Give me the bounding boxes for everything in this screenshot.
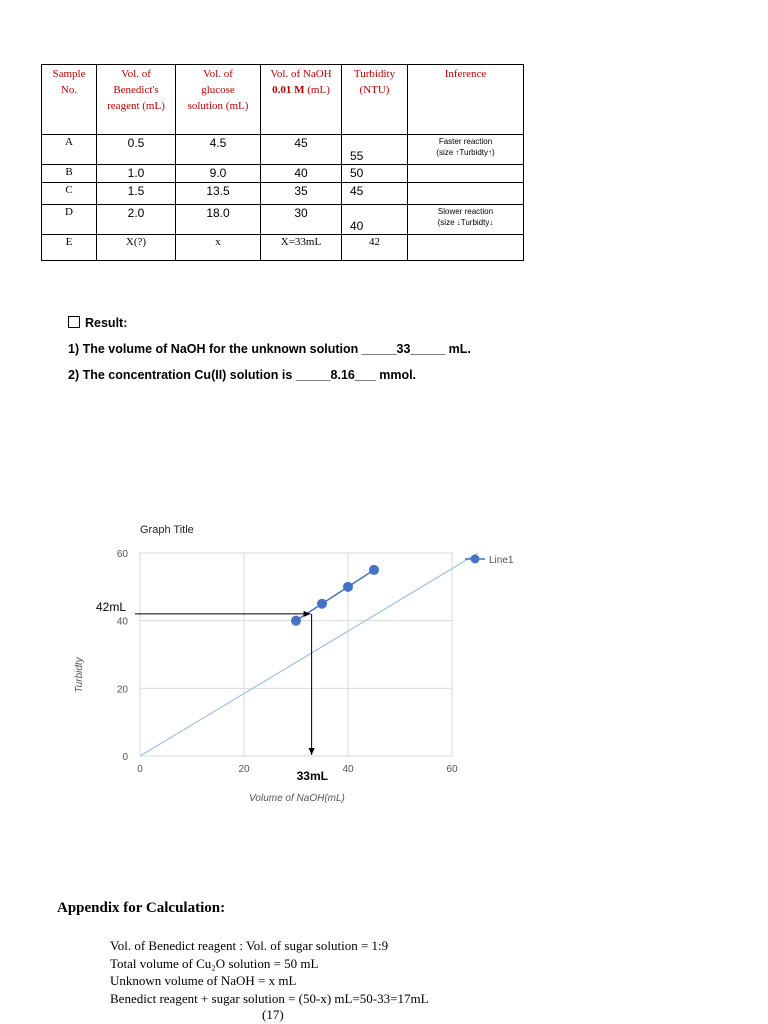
data-point xyxy=(343,582,353,592)
header-line: Vol. of xyxy=(121,68,151,80)
result-line-1-text: 1) The volume of NaOH for the unknown solution xyxy=(68,342,362,356)
cell-glucose: 4.5 xyxy=(176,135,261,165)
header-line-naoh-2 xyxy=(264,82,338,98)
cell-sample: A xyxy=(42,135,97,165)
cell-naoh: 40 xyxy=(261,165,342,183)
result-blank-concentration: _____8.16___ xyxy=(295,368,376,382)
chart-ticks xyxy=(117,549,458,775)
data-point xyxy=(291,616,301,626)
chart-trendline xyxy=(140,553,478,756)
y-axis-label: Turbidty xyxy=(74,657,85,693)
table-row xyxy=(42,205,524,235)
cell-inference xyxy=(408,165,524,183)
cell-turbidity: 42 xyxy=(342,235,408,261)
cell-turbidity: 45 xyxy=(342,183,408,205)
header-benedict xyxy=(97,65,176,135)
result-heading: Result: xyxy=(85,316,128,330)
data-point xyxy=(369,565,379,575)
table-row xyxy=(42,235,524,261)
header-glucose xyxy=(176,65,261,135)
annotation-y-value: 42mL xyxy=(96,599,127,614)
cell-inference xyxy=(408,135,524,165)
cell-sample: E xyxy=(42,235,97,261)
result-line-2-unit: mmol. xyxy=(375,368,417,382)
cell-glucose: 18.0 xyxy=(176,205,261,235)
header-line: glucose xyxy=(201,84,235,96)
data-point xyxy=(317,599,327,609)
cell-benedict: X(?) xyxy=(97,235,176,261)
x-tick-label: 60 xyxy=(446,764,458,775)
cell-glucose: x xyxy=(176,235,261,261)
cell-sample: D xyxy=(42,205,97,235)
x-tick-label: 40 xyxy=(342,764,354,775)
header-line: solution (mL) xyxy=(187,100,249,112)
y-tick-label: 60 xyxy=(116,549,128,560)
cell-naoh: 45 xyxy=(261,135,342,165)
cell-inference xyxy=(408,205,524,235)
data-table xyxy=(41,64,524,261)
cell-benedict: 2.0 xyxy=(97,205,176,235)
header-molarity: 0.01 M xyxy=(272,84,305,96)
appendix-line: Unknown volume of NaOH = x mL xyxy=(110,973,297,988)
header-line: Benedict's xyxy=(113,84,159,96)
header-line: reagent (mL) xyxy=(107,100,165,112)
cell-sample: B xyxy=(42,165,97,183)
appendix-line: Total volume of Cu₂O solution = 50 mL xyxy=(110,955,319,971)
appendix-line: Vol. of Benedict reagent : Vol. of sugar solution = 1:9 xyxy=(110,938,389,953)
checkbox-icon xyxy=(68,316,80,328)
cell-benedict: 0.5 xyxy=(97,135,176,165)
series-line xyxy=(296,570,374,621)
table-header-row xyxy=(42,65,524,135)
cell-naoh: 35 xyxy=(261,183,342,205)
header-unit: (mL) xyxy=(307,84,330,96)
legend-label: Line1 xyxy=(489,555,514,566)
chart-grid xyxy=(140,553,452,756)
appendix-line: Benedict reagent + sugar solution = (50-x) mL=50-33=17mL xyxy=(110,990,429,1006)
cell-glucose: 9.0 xyxy=(176,165,261,183)
trendline xyxy=(140,553,478,756)
inference-line: (size ↑Turbidty↑) xyxy=(436,148,495,157)
result-line-2-text: 2) The concentration Cu(II) solution is xyxy=(68,368,296,382)
appendix-lines xyxy=(110,937,429,1007)
header-line: (NTU) xyxy=(359,84,390,96)
result-heading-row xyxy=(68,313,471,339)
header-inference xyxy=(408,65,524,135)
cell-glucose: 13.5 xyxy=(176,183,261,205)
cell-turbidity: 55 xyxy=(342,135,408,165)
cell-turbidity: 50 xyxy=(342,165,408,183)
cell-sample: C xyxy=(42,183,97,205)
y-tick-label: 20 xyxy=(116,684,128,696)
x-tick-label: 20 xyxy=(238,764,250,775)
header-line: No. xyxy=(60,84,78,96)
table-row xyxy=(42,183,524,205)
annotation-x-value: 33mL xyxy=(296,769,328,783)
result-line-2 xyxy=(68,365,471,391)
y-tick-label: 40 xyxy=(116,616,128,628)
header-line: Turbidity xyxy=(353,68,396,80)
header-line: Sample xyxy=(52,68,86,80)
header-sample xyxy=(42,65,97,135)
header-line: Inference xyxy=(444,68,487,80)
plot-area xyxy=(140,553,452,756)
chart-series xyxy=(291,565,379,626)
inference-line: Faster reaction xyxy=(438,137,493,146)
chart-title: Graph Title xyxy=(140,524,194,536)
header-naoh xyxy=(261,65,342,135)
result-section xyxy=(68,313,471,391)
header-line: Vol. of xyxy=(203,68,233,80)
inference-line: (size ↓Turbidty↓ xyxy=(437,218,494,227)
y-tick-label: 0 xyxy=(122,752,128,763)
table-row xyxy=(42,135,524,165)
appendix-title: Appendix for Calculation: xyxy=(57,900,226,916)
legend-marker xyxy=(471,555,480,564)
result-blank-volume: _____33_____ xyxy=(361,342,446,356)
inference-line: Slower reaction xyxy=(437,207,494,216)
result-line-1-unit: mL. xyxy=(445,342,471,356)
cell-turbidity: 40 xyxy=(342,205,408,235)
cell-inference xyxy=(408,183,524,205)
result-line-1 xyxy=(68,339,471,365)
cell-benedict: 1.0 xyxy=(97,165,176,183)
cell-inference xyxy=(408,235,524,261)
turbidity-chart xyxy=(60,515,550,810)
chart-legend xyxy=(465,555,514,567)
header-turbidity xyxy=(342,65,408,135)
table-row xyxy=(42,165,524,183)
x-axis-label: Volume of NaOH(mL) xyxy=(249,793,345,804)
page-number: (17) xyxy=(262,1007,284,1022)
cell-naoh: 30 xyxy=(261,205,342,235)
cell-benedict: 1.5 xyxy=(97,183,176,205)
x-tick-label: 0 xyxy=(137,764,143,775)
header-line: Vol. of NaOH xyxy=(270,68,332,80)
cell-naoh: X=33mL xyxy=(261,235,342,261)
